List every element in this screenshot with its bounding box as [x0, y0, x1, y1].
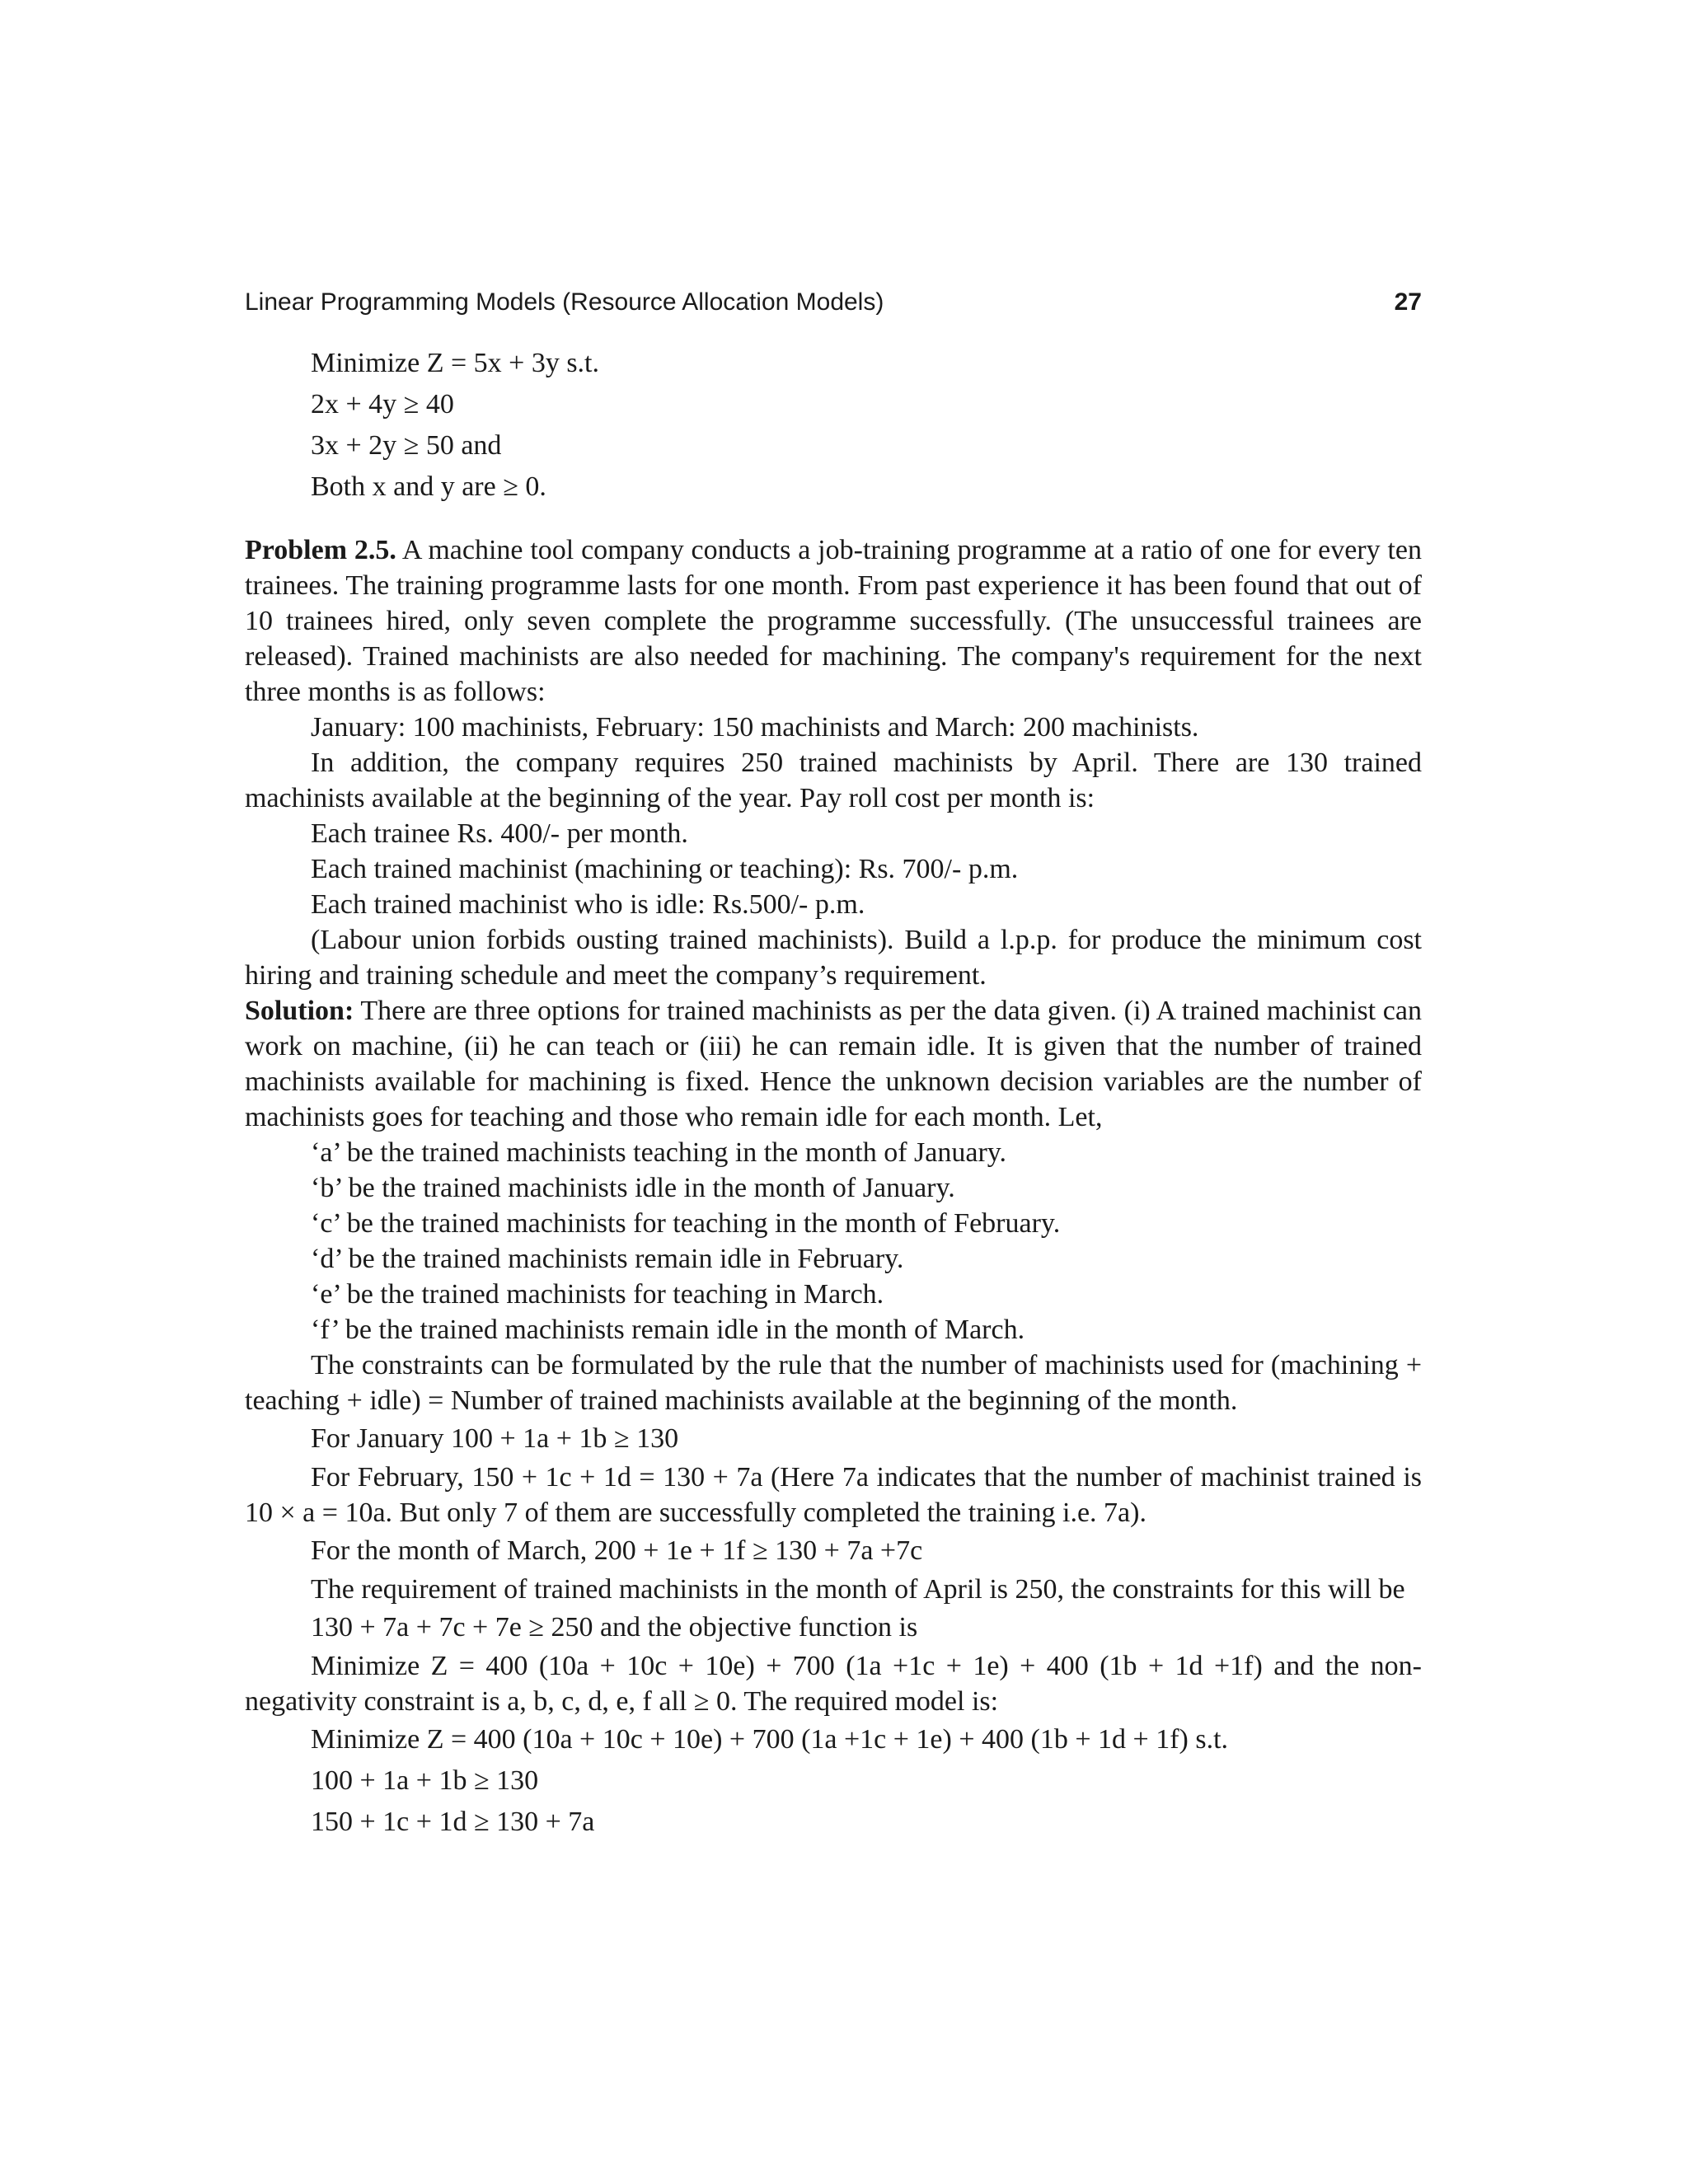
text-line-l07 [245, 745, 1422, 816]
text-content-l19: The constraints can be formulated by the rule that the number of machinists used for (machining + teaching + idle) = Number of trained machinists available at the beginning of the month. [245, 1350, 1422, 1416]
text-line-l08 [245, 816, 1422, 851]
body-text [245, 343, 1422, 1843]
text-line-l24 [245, 1607, 1422, 1648]
text-line-l12 [245, 993, 1422, 1135]
text-line-l15 [245, 1206, 1422, 1241]
text-content-l25: Minimize Z = 400 (10a + 10c + 10e) + 700 (1a +1c + 1e) + 400 (1b + 1d +1f) and the non-negativity constraint is a, b, c, d, e, f all ≥ 0. The required model is: [245, 1651, 1422, 1717]
document-page [245, 288, 1422, 1843]
text-line-l19 [245, 1347, 1422, 1418]
text-line-l26 [245, 1719, 1422, 1760]
text-content-l06: January: 100 machinists, February: 150 machinists and March: 200 machinists. [311, 712, 1199, 743]
text-line-l13 [245, 1135, 1422, 1170]
text-line-l22 [245, 1530, 1422, 1572]
text-line-l09 [245, 851, 1422, 887]
text-content-l18: ‘f’ be the trained machinists remain idle in the month of March. [311, 1315, 1025, 1345]
text-line-l25 [245, 1648, 1422, 1719]
text-content-l12: There are three options for trained machinists as per the data given. (i) A trained machinist can work on machine, (ii) he can teach or (iii) he can remain idle. It is given that the number of trained machinists available for machining is fixed. Hence the unknown decision variables are the number of machinists goes for teaching and those who remain idle for each month. Let, [245, 996, 1422, 1132]
page-number: 27 [1394, 288, 1422, 316]
text-content-l28: 150 + 1c + 1d ≥ 130 + 7a [311, 1807, 595, 1837]
text-content-l09: Each trained machinist (machining or teaching): Rs. 700/- p.m. [311, 854, 1019, 884]
text-line-l16 [245, 1241, 1422, 1277]
text-line-l05 [245, 532, 1422, 710]
text-line-l04 [245, 466, 1422, 508]
text-line-l06 [245, 710, 1422, 745]
text-content-l10: Each trained machinist who is idle: Rs.500/- p.m. [311, 889, 865, 920]
text-content-l08: Each trainee Rs. 400/- per month. [311, 818, 688, 849]
text-line-l21 [245, 1460, 1422, 1530]
text-content-l17: ‘e’ be the trained machinists for teaching in March. [311, 1279, 884, 1310]
text-line-l02 [245, 384, 1422, 425]
text-line-l27 [245, 1760, 1422, 1802]
text-content-l05: A machine tool company conducts a job-training programme at a ratio of one for every ten trainees. The training programme lasts for one month. From past experience it has been found that out of 10 trainees hired, only seven complete the programme successfully. (The unsuccessful trainees are released). Trained machinists are also needed for machining. The company's requirement for the next three months is as follows: [245, 535, 1422, 707]
text-line-l23 [245, 1572, 1422, 1607]
text-content-l13: ‘a’ be the trained machinists teaching in the month of January. [311, 1137, 1007, 1168]
text-line-l20 [245, 1418, 1422, 1460]
chapter-title: Linear Programming Models (Resource Allocation Models) [245, 288, 884, 316]
text-line-l17 [245, 1277, 1422, 1312]
text-content-l26: Minimize Z = 400 (10a + 10c + 10e) + 700 (1a +1c + 1e) + 400 (1b + 1d + 1f) s.t. [311, 1724, 1229, 1755]
bold-lead-l12: Solution: [245, 996, 354, 1026]
text-content-l23: The requirement of trained machinists in the month of April is 250, the constraints for this will be [311, 1574, 1405, 1605]
running-header [245, 288, 1422, 316]
text-content-l22: For the month of March, 200 + 1e + 1f ≥ 130 + 7a +7c [311, 1535, 923, 1566]
text-content-l07: In addition, the company requires 250 trained machinists by April. There are 130 trained machinists available at the beginning of the year. Pay roll cost per month is: [245, 748, 1422, 813]
text-content-l24: 130 + 7a + 7c + 7e ≥ 250 and the objective function is [311, 1612, 918, 1643]
text-content-l04: Both x and y are ≥ 0. [311, 471, 546, 502]
text-content-l15: ‘c’ be the trained machinists for teaching in the month of February. [311, 1208, 1061, 1239]
text-line-l18 [245, 1312, 1422, 1347]
bold-lead-l05: Problem 2.5. [245, 535, 396, 565]
text-content-l11: (Labour union forbids ousting trained machinists). Build a l.p.p. for produce the minimum cost hiring and training schedule and meet the company’s requirement. [245, 925, 1422, 991]
text-content-l01: Minimize Z = 5x + 3y s.t. [311, 348, 599, 378]
text-line-l10 [245, 887, 1422, 922]
text-line-l11 [245, 922, 1422, 993]
text-content-l21: For February, 150 + 1c + 1d = 130 + 7a (Here 7a indicates that the number of machinist trained is 10 × a = 10a. But only 7 of them are successfully completed the training i.e. 7a). [245, 1462, 1422, 1528]
text-content-l16: ‘d’ be the trained machinists remain idle in February. [311, 1244, 904, 1274]
text-content-l14: ‘b’ be the trained machinists idle in the month of January. [311, 1173, 955, 1203]
text-line-l28 [245, 1802, 1422, 1843]
text-content-l20: For January 100 + 1a + 1b ≥ 130 [311, 1423, 679, 1454]
text-content-l03: 3x + 2y ≥ 50 and [311, 430, 502, 461]
text-content-l02: 2x + 4y ≥ 40 [311, 389, 454, 419]
text-line-l03 [245, 425, 1422, 466]
text-content-l27: 100 + 1a + 1b ≥ 130 [311, 1765, 539, 1796]
text-line-l14 [245, 1170, 1422, 1206]
text-line-l01 [245, 343, 1422, 384]
